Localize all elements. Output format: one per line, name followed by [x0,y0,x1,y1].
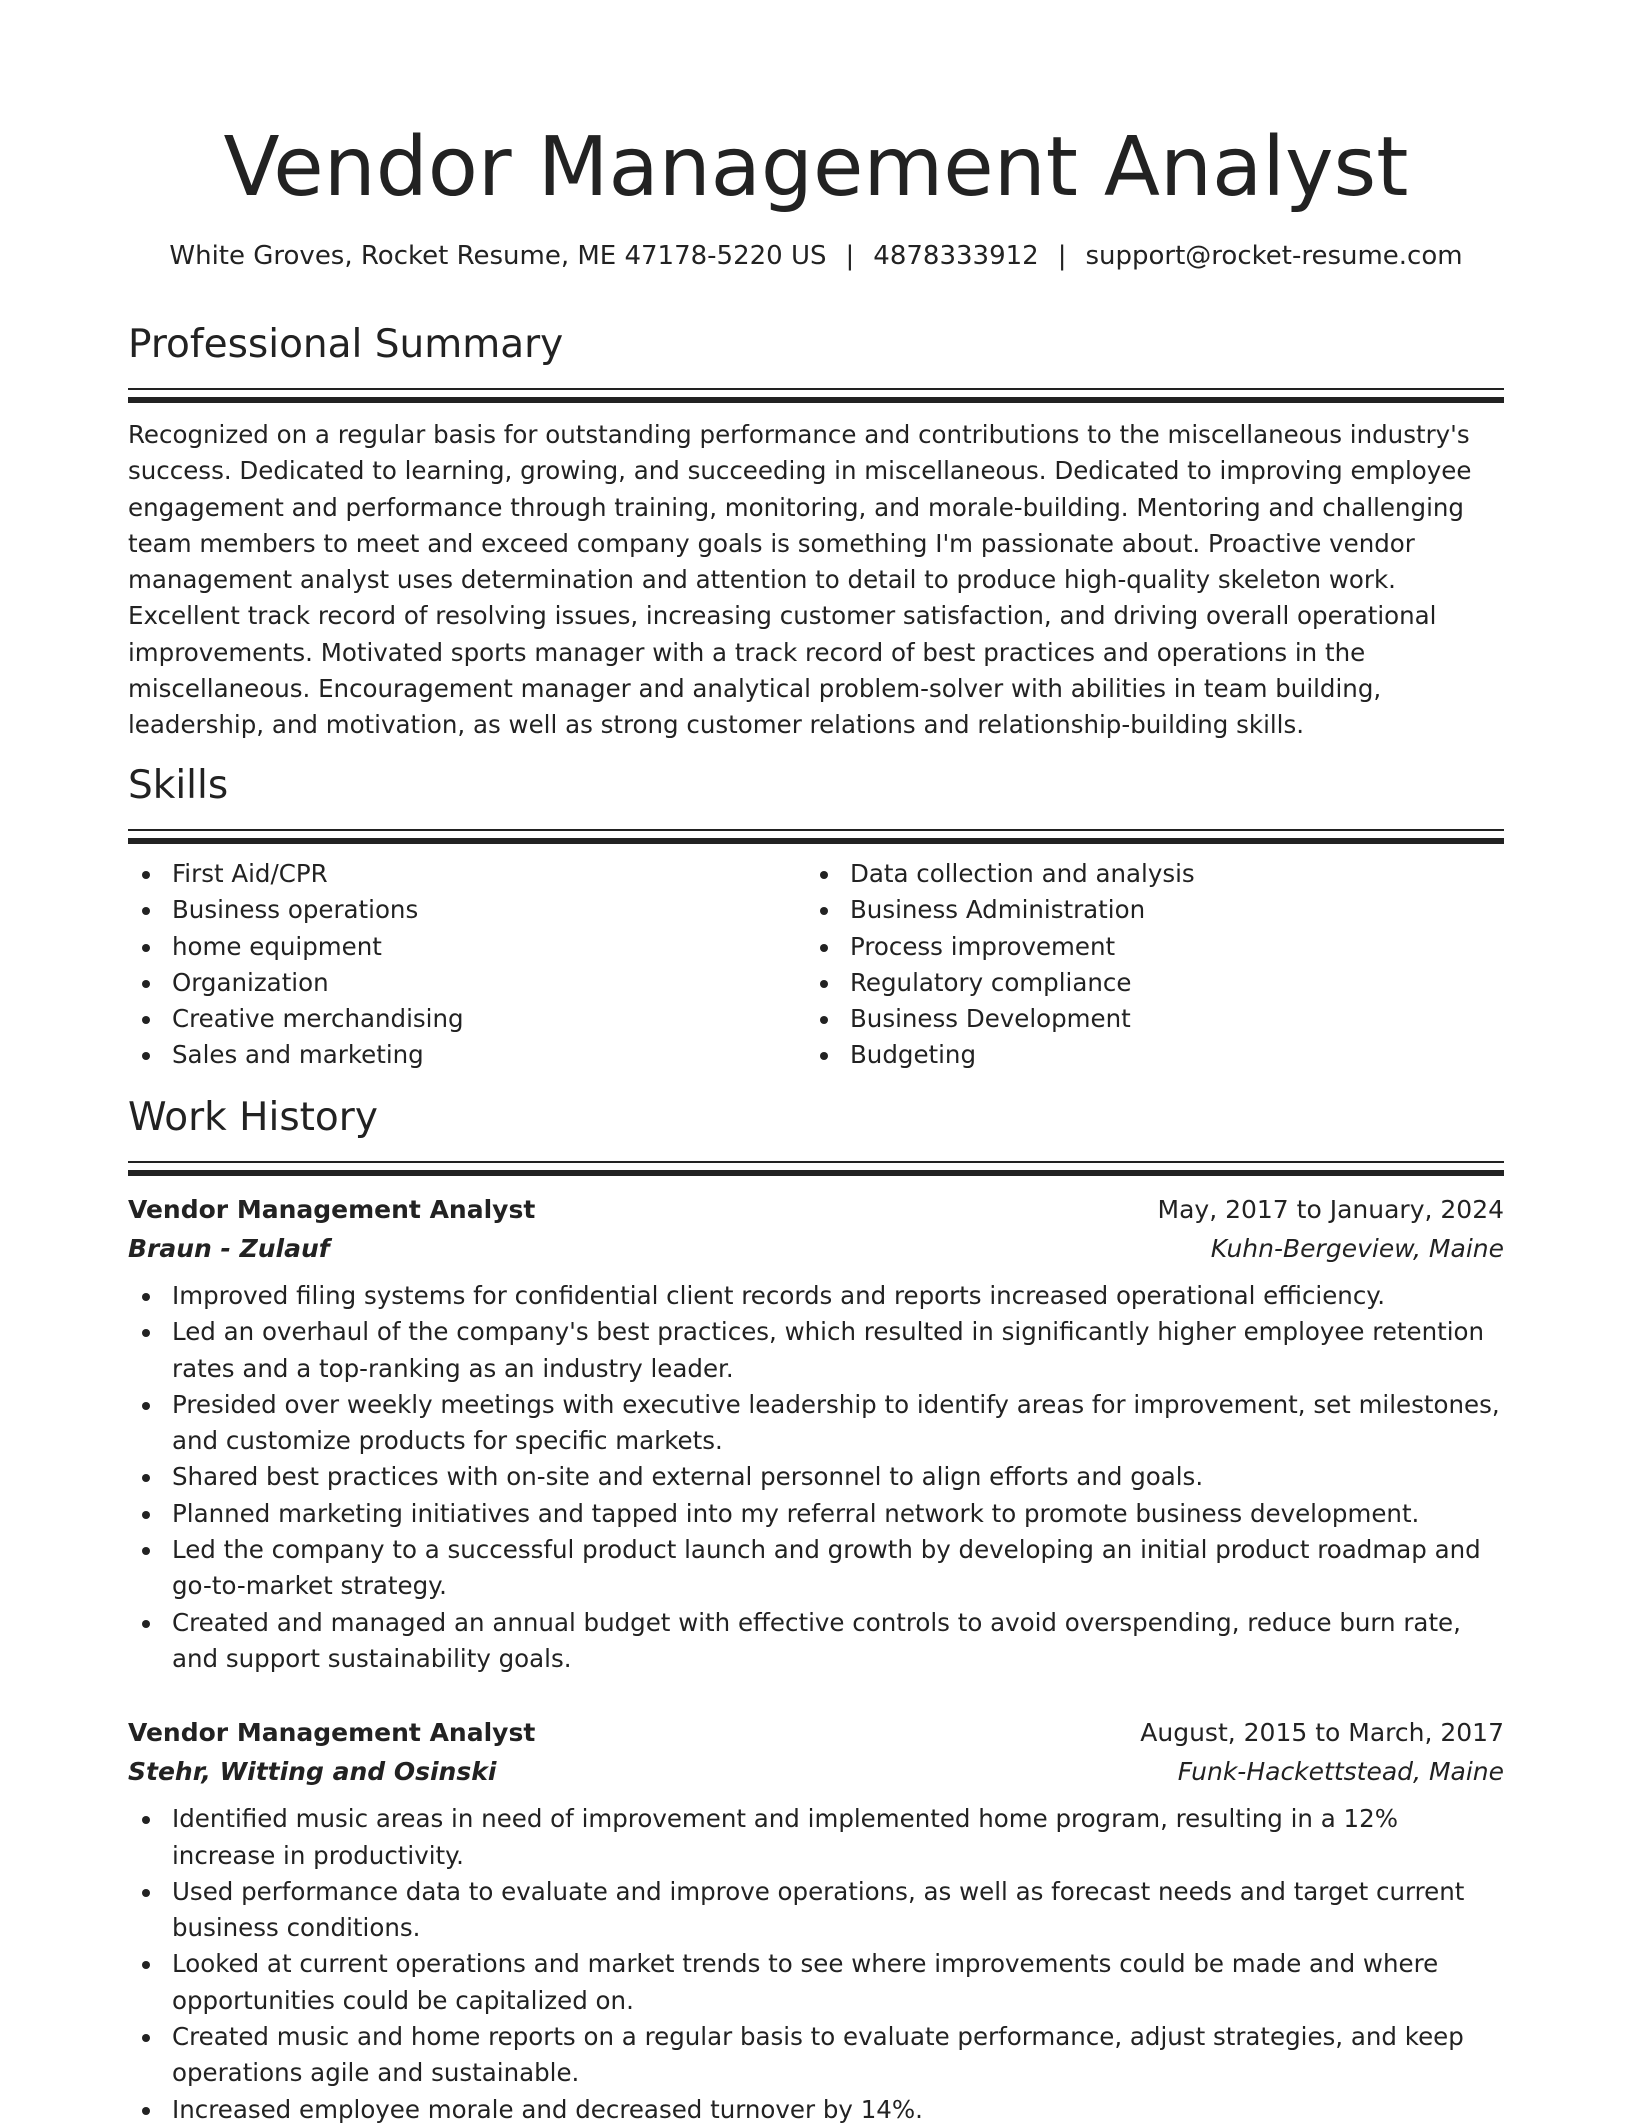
job-company-row [128,1752,1504,1791]
job-title: Vendor Management Analyst [128,1195,536,1224]
skill-item: Budgeting [806,1037,1484,1073]
contact-address: White Groves, Rocket Resume, ME 47178-5220 US [169,241,827,271]
job-bullet: Led the company to a successful product launch and growth by developing an initial product roadmap and go-to-market strategy. [128,1532,1504,1605]
job-entry [128,1190,1504,1677]
contact-phone: 4878333912 [873,241,1039,271]
job-bullet: Created and managed an annual budget with effective controls to avoid overspending, reduce burn rate, and support sustainability goals. [128,1605,1504,1678]
skill-item: Process improvement [806,929,1484,965]
job-header-row [128,1713,1504,1752]
skill-item: Sales and marketing [128,1037,806,1073]
contact-line [128,238,1504,274]
job-entry [128,1713,1504,2128]
job-company: Braun - Zulauf [128,1234,330,1263]
job-bullet: Shared best practices with on-site and external personnel to align efforts and goals. [128,1459,1504,1495]
job-bullets [128,1278,1504,1677]
skill-item: Business Administration [806,892,1484,928]
skill-item: Organization [128,965,806,1001]
job-bullet: Looked at current operations and market trends to see where improvements could be made and where opportunities could be capitalized on. [128,1946,1504,2019]
section-title: Skills [128,763,229,808]
skill-item: Business operations [128,892,806,928]
resume-name: Vendor Management Analyst [223,120,1409,215]
section-divider [128,388,1504,403]
section-title: Professional Summary [128,322,564,367]
job-company-row [128,1229,1504,1268]
contact-email: support@rocket-resume.com [1085,241,1463,271]
resume-content [128,0,1504,2124]
job-bullets [128,1801,1504,2128]
professional-summary-section [128,320,1504,768]
job-bullet: Increased employee morale and decreased turnover by 14%. [128,2092,1504,2128]
job-bullet: Planned marketing initiatives and tapped into my referral network to promote business development. [128,1496,1504,1532]
skill-item: Business Development [806,1001,1484,1037]
skill-item: First Aid/CPR [128,856,806,892]
job-bullet: Presided over weekly meetings with executive leadership to identify areas for improvement, set milestones, and customize products for specific markets. [128,1387,1504,1460]
skill-item: home equipment [128,929,806,965]
job-bullet: Led an overhaul of the company's best practices, which resulted in significantly higher employee retention rates and a top-ranking as an industry leader. [128,1314,1504,1387]
job-header-row [128,1190,1504,1229]
skills-columns [128,856,1504,1074]
job-bullet: Improved filing systems for confidential client records and reports increased operational efficiency. [128,1278,1504,1314]
section-title: Work History [128,1095,378,1140]
job-bullet: Identified music areas in need of improvement and implemented home program, resulting in a 12% increase in productivity. [128,1801,1504,1874]
skills-list-left [128,856,806,1074]
skill-item: Regulatory compliance [806,965,1484,1001]
contact-separator: | [845,241,855,271]
job-location: Kuhn-Bergeview, Maine [1210,1234,1504,1263]
summary-text: Recognized on a regular basis for outstanding performance and contributions to the miscellaneous industry's success. Dedicated to learning, growing, and succeeding in miscellaneous. Dedicated to improving employee engagement and performance through training, monitoring, and morale-building. Mentoring and challenging team members to meet and exceed company goals is something I'm passionate about. Proactive vendor management analyst uses determination and attention to detail to produce high-quality skeleton work. Excellent track record of resolving issues, increasing customer satisfaction, and driving overall operational improvements. Motivated sports manager with a track record of best practices and operations in the miscellaneous. Encouragement manager and analytical problem-solver with abilities in team building, leadership, and motivation, as well as strong customer relations and relationship-building skills. [128,420,1472,740]
job-bullet: Used performance data to evaluate and improve operations, as well as forecast needs and target current business conditions. [128,1874,1504,1947]
contact-separator: | [1057,241,1067,271]
job-title: Vendor Management Analyst [128,1718,536,1748]
section-divider [128,1161,1504,1176]
skills-list-right [806,856,1484,1074]
skill-item: Creative merchandising [128,1001,806,1037]
job-company: Stehr, Witting and Osinski [128,1757,497,1787]
job-bullet: Created music and home reports on a regular basis to evaluate performance, adjust strategies, and keep operations agile and sustainable. [128,2019,1504,2092]
job-dates: August, 2015 to March, 2017 [1140,1718,1504,1748]
work-history-section [128,1093,1504,2128]
skills-section [128,761,1504,1074]
skill-item: Data collection and analysis [806,856,1484,892]
job-dates: May, 2017 to January, 2024 [1157,1195,1504,1224]
job-location: Funk-Hackettstead, Maine [1177,1757,1504,1787]
section-divider [128,829,1504,844]
